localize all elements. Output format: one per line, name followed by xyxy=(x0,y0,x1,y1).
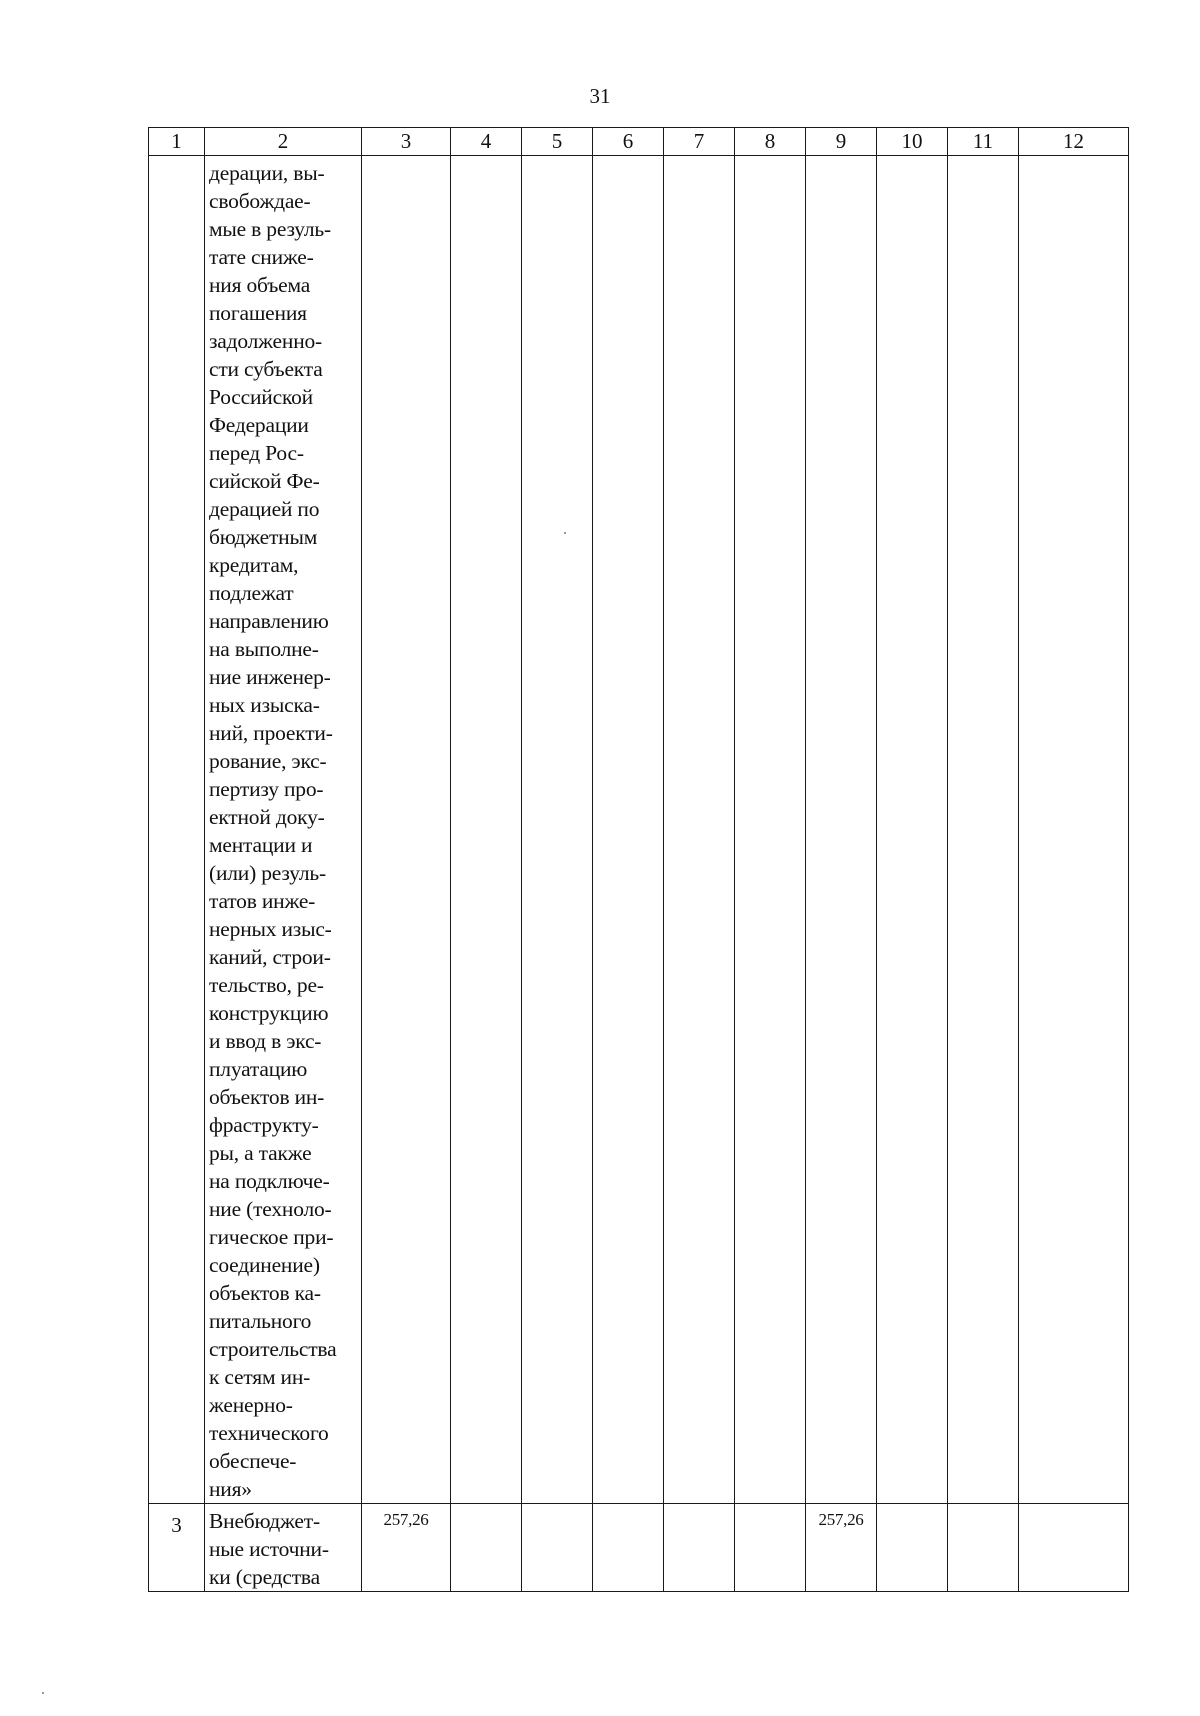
budget-table xyxy=(148,127,1129,1592)
column-header-9: 9 xyxy=(806,128,877,156)
row-3-col9-value: 257,26 xyxy=(818,1510,864,1529)
table-cell xyxy=(948,1504,1019,1592)
continuation-description: дерации, вы- свобождае- мые в резуль- тате сниже- ния объема погашения задолженно- сти субъекта Российской Федерации перед Рос- сийской Фе- дерацией по бюджетным кредитам, подлежат направлению на выполне- ние инженер- ных изыска- ний, проекти- рование, экс- пертизу про- ектной доку- ментации и (или) резуль- татов инже- нерных изыс- каний, строи- тельство, ре- конструкцию и ввод в экс- плуатацию объектов ин- фраструкту- ры, а также на подключе- ние (техноло- гическое при- соединение) объектов ка- питального строительства к сетям ин- женерно- технического обеспече- ния» xyxy=(209,161,337,1501)
column-header-10: 10 xyxy=(877,128,948,156)
table-cell-description xyxy=(205,156,362,1504)
column-header-7: 7 xyxy=(664,128,735,156)
column-header-3: 3 xyxy=(362,128,451,156)
row-number: 3 xyxy=(171,1513,182,1537)
table-cell xyxy=(451,1504,522,1592)
table-cell-row-number xyxy=(149,1504,205,1592)
row-3-description: Внебюджет- ные источни- ки (средства xyxy=(209,1509,329,1589)
table-cell xyxy=(593,1504,664,1592)
scan-speck xyxy=(564,532,566,534)
table-cell xyxy=(877,156,948,1504)
column-header-5: 5 xyxy=(522,128,593,156)
column-header-11: 11 xyxy=(948,128,1019,156)
column-header-8: 8 xyxy=(735,128,806,156)
column-header-12: 12 xyxy=(1019,128,1129,156)
table-cell xyxy=(664,156,735,1504)
table-row-3 xyxy=(149,1504,1129,1592)
table-cell xyxy=(149,156,205,1504)
table-cell xyxy=(948,156,1019,1504)
table-cell-description xyxy=(205,1504,362,1592)
table-cell xyxy=(1019,156,1129,1504)
table-cell xyxy=(664,1504,735,1592)
page-number: 31 xyxy=(589,84,611,108)
table-header-row xyxy=(149,128,1129,156)
row-3-col3-value: 257,26 xyxy=(383,1510,429,1529)
table-cell xyxy=(451,156,522,1504)
column-header-2: 2 xyxy=(205,128,362,156)
table-cell xyxy=(735,156,806,1504)
table-cell xyxy=(522,156,593,1504)
table-cell xyxy=(362,156,451,1504)
table-cell xyxy=(806,156,877,1504)
table-cell xyxy=(877,1504,948,1592)
column-header-6: 6 xyxy=(593,128,664,156)
column-header-1: 1 xyxy=(149,128,205,156)
table-cell xyxy=(735,1504,806,1592)
column-header-4: 4 xyxy=(451,128,522,156)
table-cell-col3 xyxy=(362,1504,451,1592)
table-cell xyxy=(593,156,664,1504)
table-cell-col9 xyxy=(806,1504,877,1592)
table-cell xyxy=(522,1504,593,1592)
table-cell xyxy=(1019,1504,1129,1592)
scan-speck xyxy=(42,1692,44,1694)
table-row-continuation xyxy=(149,156,1129,1504)
